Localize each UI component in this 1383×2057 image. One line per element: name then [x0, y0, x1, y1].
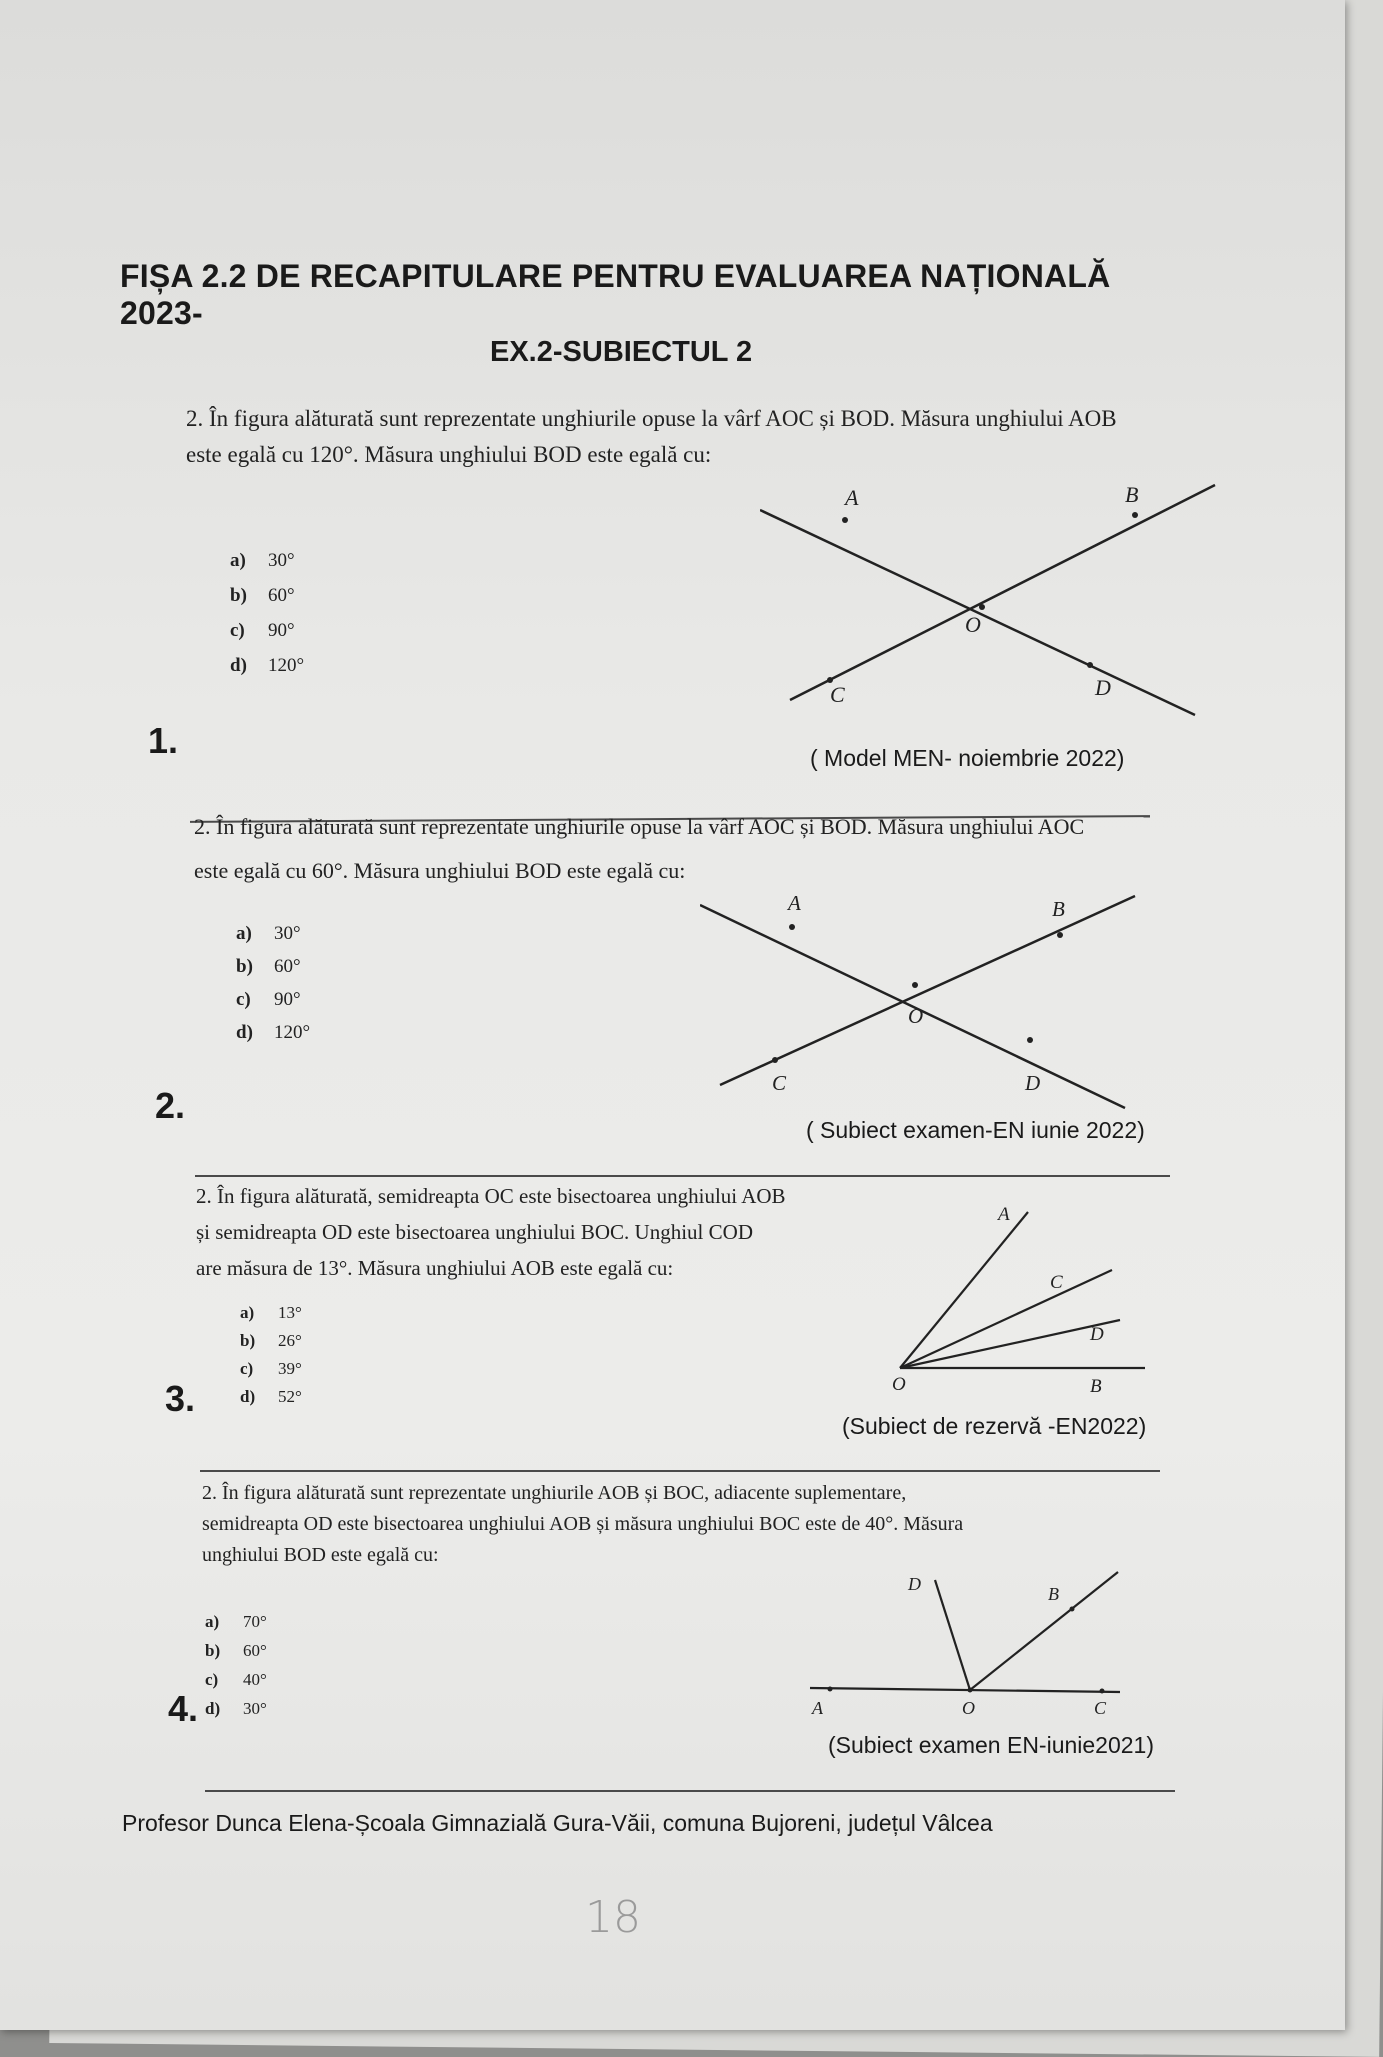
ex4-option-a: a) 70°: [205, 1612, 267, 1631]
svg-text:C: C: [1094, 1698, 1107, 1718]
ex3-statement-line1: 2. În figura alăturată, semidreapta OC este bisectoarea unghiului AOB: [196, 1184, 786, 1208]
svg-text:D: D: [1095, 675, 1111, 700]
ex1-statement-line1: 2. În figura alăturată sunt reprezentate unghiurile opuse la vârf AOC și BOD. Măsura unghiului AOB: [186, 406, 1117, 431]
divider: [195, 1175, 1170, 1177]
svg-text:B: B: [1048, 1584, 1059, 1604]
divider: [205, 1790, 1175, 1792]
svg-text:B: B: [1090, 1376, 1102, 1397]
ex4-figure: [800, 1560, 1140, 1730]
page-subtitle: EX.2-SUBIECTUL 2: [490, 336, 753, 368]
svg-text:C: C: [830, 682, 845, 707]
ex1-option-a: a) 30°: [230, 550, 295, 571]
ex3-number: 3.: [165, 1378, 196, 1419]
svg-text:O: O: [965, 612, 981, 637]
handwritten-page-number: 18: [585, 1892, 641, 1943]
ex4-number: 4.: [168, 1688, 199, 1729]
svg-text:A: A: [998, 1204, 1010, 1225]
svg-text:D: D: [1090, 1324, 1104, 1345]
ex2-source: ( Subiect examen-EN iunie 2022): [806, 1117, 1145, 1143]
ex4-statement-line2: semidreapta OD este bisectoarea unghiului AOB și măsura unghiului BOC este de 40°. Măsura: [202, 1513, 964, 1535]
ex3-source: (Subiect de rezervă -EN2022): [842, 1413, 1147, 1439]
ex2-option-d: d) 120°: [236, 1022, 311, 1043]
ex2-figure: [700, 880, 1140, 1130]
ex2-statement-line1: 2. În figura alăturată sunt reprezentate unghiurile opuse la vârf AOC și BOD. Măsura unghiului AOC: [194, 814, 1085, 839]
ex3-statement-line3: are măsura de 13°. Măsura unghiului AOB este egală cu:: [196, 1256, 674, 1280]
ex2-option-b: b) 60°: [236, 956, 301, 977]
ex3-option-a: a) 13°: [240, 1303, 302, 1322]
ex4-option-b: b) 60°: [205, 1641, 267, 1660]
svg-text:B: B: [1125, 482, 1139, 507]
ex4-statement-line3: unghiului BOD este egală cu:: [202, 1544, 439, 1566]
ex3-statement-line2: și semidreapta OD este bisectoarea unghiului BOC. Unghiul COD: [196, 1220, 753, 1244]
ex1-option-b: b) 60°: [230, 585, 295, 606]
ex2-option-a: a) 30°: [236, 923, 301, 944]
svg-text:C: C: [772, 1071, 787, 1095]
svg-text:A: A: [812, 1698, 823, 1718]
svg-text:O: O: [908, 1004, 924, 1028]
page-title: FIȘA 2.2 DE RECAPITULARE PENTRU EVALUAREA NAȚIONALĂ 2023-: [120, 258, 1111, 331]
ex2-number: 2.: [155, 1085, 186, 1126]
divider: [200, 1470, 1160, 1472]
ex1-source: ( Model MEN- noiembrie 2022): [810, 745, 1125, 771]
ex4-statement-line1: 2. În figura alăturată sunt reprezentate unghiurile AOB și BOC, adiacente suplementare,: [202, 1482, 907, 1504]
ex1-option-c: c) 90°: [230, 620, 295, 641]
ex1-statement-line2: este egală cu 120°. Măsura unghiului BOD este egală cu:: [186, 442, 712, 467]
ex1-option-d: d) 120°: [230, 655, 305, 676]
ex3-option-d: d) 52°: [240, 1387, 302, 1406]
svg-text:D: D: [908, 1574, 921, 1594]
ex3-option-c: c) 39°: [240, 1359, 302, 1378]
svg-text:C: C: [1050, 1272, 1063, 1293]
ex4-option-c: c) 40°: [205, 1670, 267, 1689]
svg-text:D: D: [1025, 1071, 1041, 1095]
ex3-option-b: b) 26°: [240, 1331, 302, 1350]
svg-text:O: O: [892, 1374, 906, 1395]
footer-author: Profesor Dunca Elena-Școala Gimnazială Gura-Văii, comuna Bujoreni, județul Vâlcea: [122, 1810, 993, 1836]
svg-text:A: A: [845, 485, 859, 510]
ex3-figure: [880, 1190, 1160, 1400]
ex4-option-d: d) 30°: [205, 1699, 267, 1718]
ex1-number: 1.: [148, 720, 179, 761]
svg-text:A: A: [788, 891, 801, 915]
ex2-option-c: c) 90°: [236, 989, 301, 1010]
svg-text:B: B: [1052, 897, 1065, 921]
ex2-statement-line2: este egală cu 60°. Măsura unghiului BOD este egală cu:: [194, 858, 686, 883]
svg-text:O: O: [962, 1698, 975, 1718]
ex4-source: (Subiect examen EN-iunie2021): [828, 1732, 1155, 1758]
ex1-figure: [760, 470, 1220, 720]
